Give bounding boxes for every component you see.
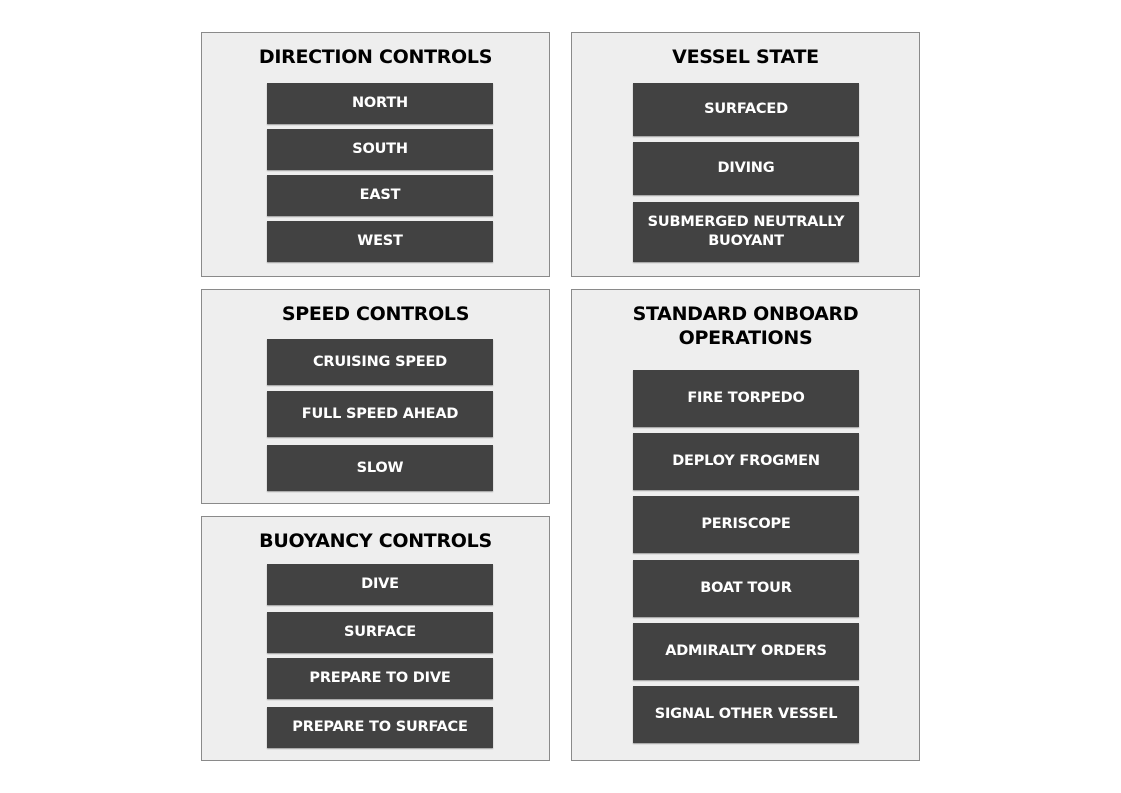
- slow-button[interactable]: SLOW: [267, 445, 493, 491]
- fire-torpedo-button[interactable]: FIRE TORPEDO: [633, 370, 859, 427]
- west-button[interactable]: WEST: [267, 221, 493, 262]
- prepare-to-surface-button[interactable]: PREPARE TO SURFACE: [267, 707, 493, 748]
- south-button[interactable]: SOUTH: [267, 129, 493, 170]
- submerged-neutrally-buoyant-button[interactable]: SUBMERGED NEUTRALLY BUOYANT: [633, 202, 859, 262]
- full-speed-ahead-button[interactable]: FULL SPEED AHEAD: [267, 391, 493, 437]
- cruising-speed-button[interactable]: CRUISING SPEED: [267, 339, 493, 385]
- deploy-frogmen-button[interactable]: DEPLOY FROGMEN: [633, 433, 859, 490]
- signal-other-vessel-button[interactable]: SIGNAL OTHER VESSEL: [633, 686, 859, 743]
- surface-button[interactable]: SURFACE: [267, 612, 493, 653]
- boat-tour-button[interactable]: BOAT TOUR: [633, 560, 859, 617]
- vessel-state-title: VESSEL STATE: [672, 46, 819, 68]
- standard-onboard-operations-title: STANDARD ONBOARD OPERATIONS: [632, 303, 859, 349]
- north-button[interactable]: NORTH: [267, 83, 493, 124]
- periscope-button[interactable]: PERISCOPE: [633, 496, 859, 553]
- diving-button[interactable]: DIVING: [633, 142, 859, 195]
- vessel-state-panel: [571, 32, 920, 277]
- standard-onboard-operations-panel: [571, 289, 920, 761]
- surfaced-button[interactable]: SURFACED: [633, 83, 859, 136]
- prepare-to-dive-button[interactable]: PREPARE TO DIVE: [267, 658, 493, 699]
- speed-controls-panel: [201, 289, 550, 504]
- direction-controls-title: DIRECTION CONTROLS: [258, 46, 493, 68]
- speed-controls-title: SPEED CONTROLS: [281, 303, 470, 325]
- direction-controls-panel: [201, 32, 550, 277]
- east-button[interactable]: EAST: [267, 175, 493, 216]
- admiralty-orders-button[interactable]: ADMIRALTY ORDERS: [633, 623, 859, 680]
- buoyancy-controls-panel: [201, 516, 550, 761]
- dive-button[interactable]: DIVE: [267, 564, 493, 605]
- buoyancy-controls-title: BUOYANCY CONTROLS: [259, 530, 492, 552]
